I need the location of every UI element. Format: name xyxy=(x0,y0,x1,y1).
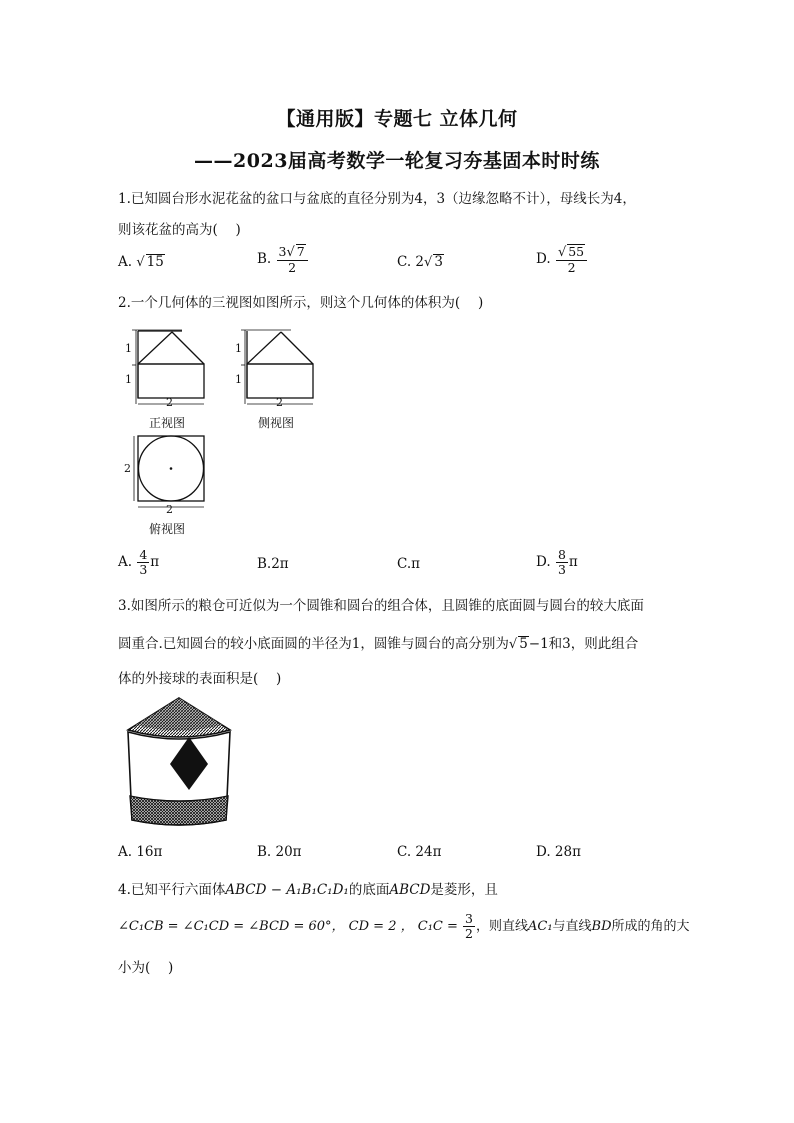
side-view-caption: 侧视图 xyxy=(258,416,295,430)
front-dim-upper: 1 xyxy=(125,342,132,355)
q1-option-a: A. √ 15 xyxy=(118,254,164,270)
q3-line2-post: −1和3，则此组合 xyxy=(528,636,639,652)
front-view-caption: 正视图 xyxy=(149,416,186,430)
q4-line2-ac: AC₁ xyxy=(527,918,553,934)
q1-text-line1: 1.已知圆台形水泥花盆的盆口与盆底的直径分别为4，3（边缘忽略不计），母线长为4， xyxy=(118,191,636,207)
page-subtitle: ——2023届高考数学一轮复习夯基固本时时练 xyxy=(194,150,600,172)
q1-option-b-label: B. xyxy=(257,251,272,268)
q1-option-b-radicand: 7 xyxy=(296,244,305,259)
q4-line2-bd: BD xyxy=(591,918,612,934)
q3-text-line1: 3.如图所示的粮仓可近似为一个圆锥和圆台的组合体，且圆锥的底面圆与圆台的较大底面 xyxy=(118,598,644,614)
q1-option-d-radicand: 55 xyxy=(568,244,585,259)
q4-frac-num: 3 xyxy=(465,911,473,926)
q4-line1-math: ABCD − A₁B₁C₁D₁ xyxy=(225,882,349,898)
q2-option-a-label: A. xyxy=(118,553,133,570)
q3-option-c: C. 24π xyxy=(397,844,442,860)
q1-option-c: C. 2√ 3 xyxy=(397,254,443,270)
q2-option-a-den: 3 xyxy=(139,561,148,577)
q2-option-d-num: 8 xyxy=(557,547,566,562)
q4-line2-post-a: ，则直线 xyxy=(475,918,528,934)
q2-option-a-num: 4 xyxy=(139,547,148,562)
top-view-figure xyxy=(124,434,204,514)
side-dim-width: 2 xyxy=(276,396,283,409)
q3-line2-pre: 圆重合.已知圆台的较小底面圆的半径为1，圆锥与圆台的高分别为 xyxy=(118,636,509,652)
q2-option-d-label: D. xyxy=(536,553,551,570)
side-dim-upper: 1 xyxy=(235,342,242,355)
q2-option-a xyxy=(118,548,159,577)
q4-line1-abcd: ABCD xyxy=(389,882,431,898)
q4-line2-post-c: 所成的角的大 xyxy=(611,918,690,934)
q1-option-d: D. $\frac{√ 55}{2}$ xyxy=(536,244,588,275)
q4-frac-den: 2 xyxy=(465,925,473,941)
q1-option-d-label: D. xyxy=(536,251,551,268)
q1-option-c-label: C. 2 xyxy=(397,254,425,270)
front-dim-width: 2 xyxy=(166,396,173,409)
front-dim-lower: 1 xyxy=(125,373,132,386)
q2-option-d-pi: π xyxy=(568,553,578,570)
q1-option-b-den: 2 xyxy=(288,260,297,276)
q4-text-line2 xyxy=(118,912,690,941)
granary-figure xyxy=(122,696,237,831)
q1-option-b: B. $\frac{3√ 7}{2}$ xyxy=(257,244,309,275)
q1-option-a-radicand: 15 xyxy=(146,254,164,270)
q1-option-a-label: A. xyxy=(118,254,133,270)
q3-text-line3: 体的外接球的表面积是( ) xyxy=(118,671,282,687)
q3-option-b: B. 20π xyxy=(257,844,302,860)
q2-option-d-den: 3 xyxy=(557,561,566,577)
q4-line2-post-b: 与直线 xyxy=(552,918,592,934)
q4-line2-cd: ， CD = 2 ， C₁C = xyxy=(331,918,458,934)
q4-text-line1 xyxy=(118,878,498,898)
q4-line1-pre: 4.已知平行六面体 xyxy=(118,882,226,898)
q4-text-line3: 小为( ) xyxy=(118,960,174,976)
top-dim-height: 2 xyxy=(124,462,131,475)
q2-option-a-pi: π xyxy=(150,553,160,570)
side-view-figure xyxy=(233,328,313,408)
q3-text-line2: 圆重合.已知圆台的较小底面圆的半径为1，圆锥与圆台的高分别为√ 5−1和3，则此组合 xyxy=(118,636,639,652)
q3-option-d: D. 28π xyxy=(536,844,581,860)
q2-text-line1: 2.一个几何体的三视图如图所示，则这个几何体的体积为( ) xyxy=(118,295,484,311)
q1-option-d-den: 2 xyxy=(567,260,576,276)
q3-line2-radicand: 5 xyxy=(519,636,528,652)
front-view-figure xyxy=(124,328,204,408)
q3-option-a: A. 16π xyxy=(118,844,163,860)
side-dim-lower: 1 xyxy=(235,373,242,386)
q4-line2-math: ∠C₁CB = ∠C₁CD = ∠BCD = 60° xyxy=(118,918,332,934)
q1-option-b-coef: 3 xyxy=(278,244,287,259)
page-title: 【通用版】专题七 立体几何 xyxy=(276,108,518,130)
top-dim-width: 2 xyxy=(166,503,173,516)
q4-line1-post: 是菱形，且 xyxy=(430,882,498,898)
q2-option-d xyxy=(536,548,578,577)
q1-option-c-radicand: 3 xyxy=(434,254,443,270)
top-view-caption: 俯视图 xyxy=(149,522,186,536)
q2-option-b: B.2π xyxy=(257,556,289,572)
q1-text-line2: 则该花盆的高为( ) xyxy=(118,222,241,238)
q4-line1-mid: 的底面 xyxy=(348,882,390,898)
q2-option-c: C.π xyxy=(397,556,421,572)
